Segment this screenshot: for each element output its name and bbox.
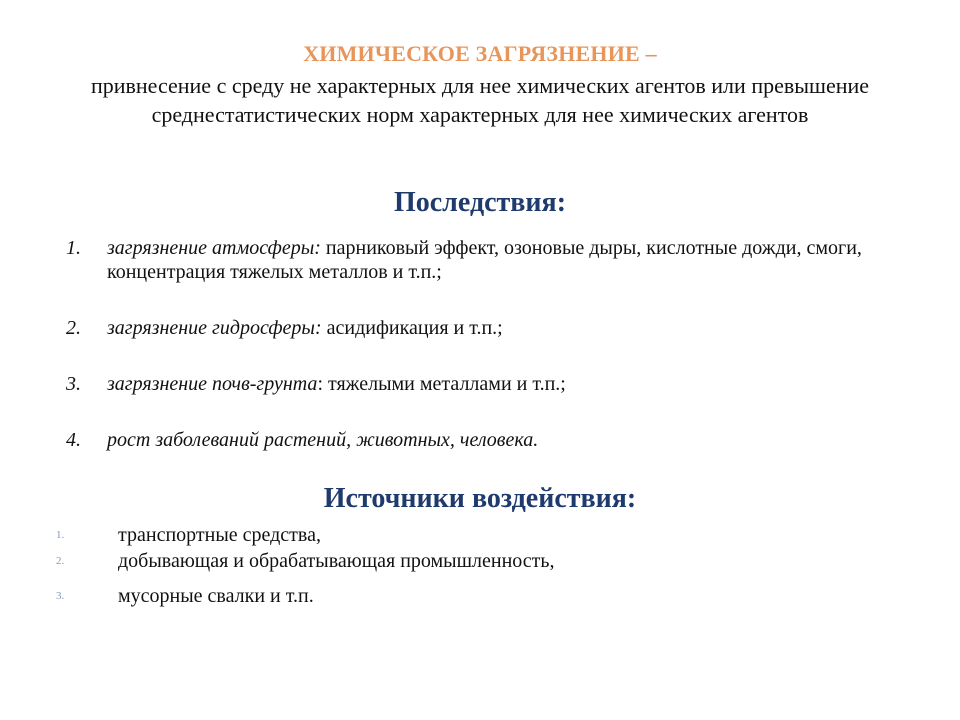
consequence-body (107, 316, 887, 340)
consequence-body (107, 372, 887, 396)
source-text: транспортные средства, (118, 524, 321, 546)
sources-heading: Источники воздействия: (323, 483, 637, 514)
list-number: 1. (66, 237, 81, 259)
title-definition: привнесение с среду не характерных для нее химических агентов или превышение среднестатистических норм характерных для нее химических агентов (90, 73, 870, 127)
consequence-item (66, 236, 906, 284)
consequence-body (107, 428, 887, 452)
source-text: мусорные свалки и т.п. (118, 585, 314, 607)
list-number: 4. (66, 429, 81, 451)
consequence-body (107, 236, 887, 284)
consequence-term: рост заболеваний растений, животных, человека. (107, 429, 539, 451)
consequence-term: загрязнение гидросферы: (107, 317, 322, 339)
consequence-text: парниковый эффект, озоновые дыры, кислотные дожди, смоги, концентрация тяжелых металлов и т.п.; (107, 237, 862, 283)
consequence-text: : тяжелыми металлами и т.п.; (317, 373, 566, 395)
consequence-term: загрязнение почв-грунта (107, 373, 318, 395)
source-text: добывающая и обрабатывающая промышленность, (118, 550, 555, 572)
consequence-item (66, 372, 906, 396)
consequence-text: асидификация и т.п.; (321, 317, 503, 339)
consequence-item (66, 428, 906, 452)
title-term: ХИМИЧЕСКОЕ ЗАГРЯЗНЕНИЕ – (303, 41, 657, 66)
consequences-heading: Последствия: (393, 187, 567, 218)
list-number: 2. (56, 555, 65, 567)
list-number: 3. (56, 590, 65, 602)
consequence-term: загрязнение атмосферы: (107, 237, 321, 259)
title-block (60, 40, 900, 129)
consequence-item (66, 316, 906, 340)
list-number: 1. (56, 529, 65, 541)
list-number: 2. (66, 317, 81, 339)
list-number: 3. (66, 373, 81, 395)
